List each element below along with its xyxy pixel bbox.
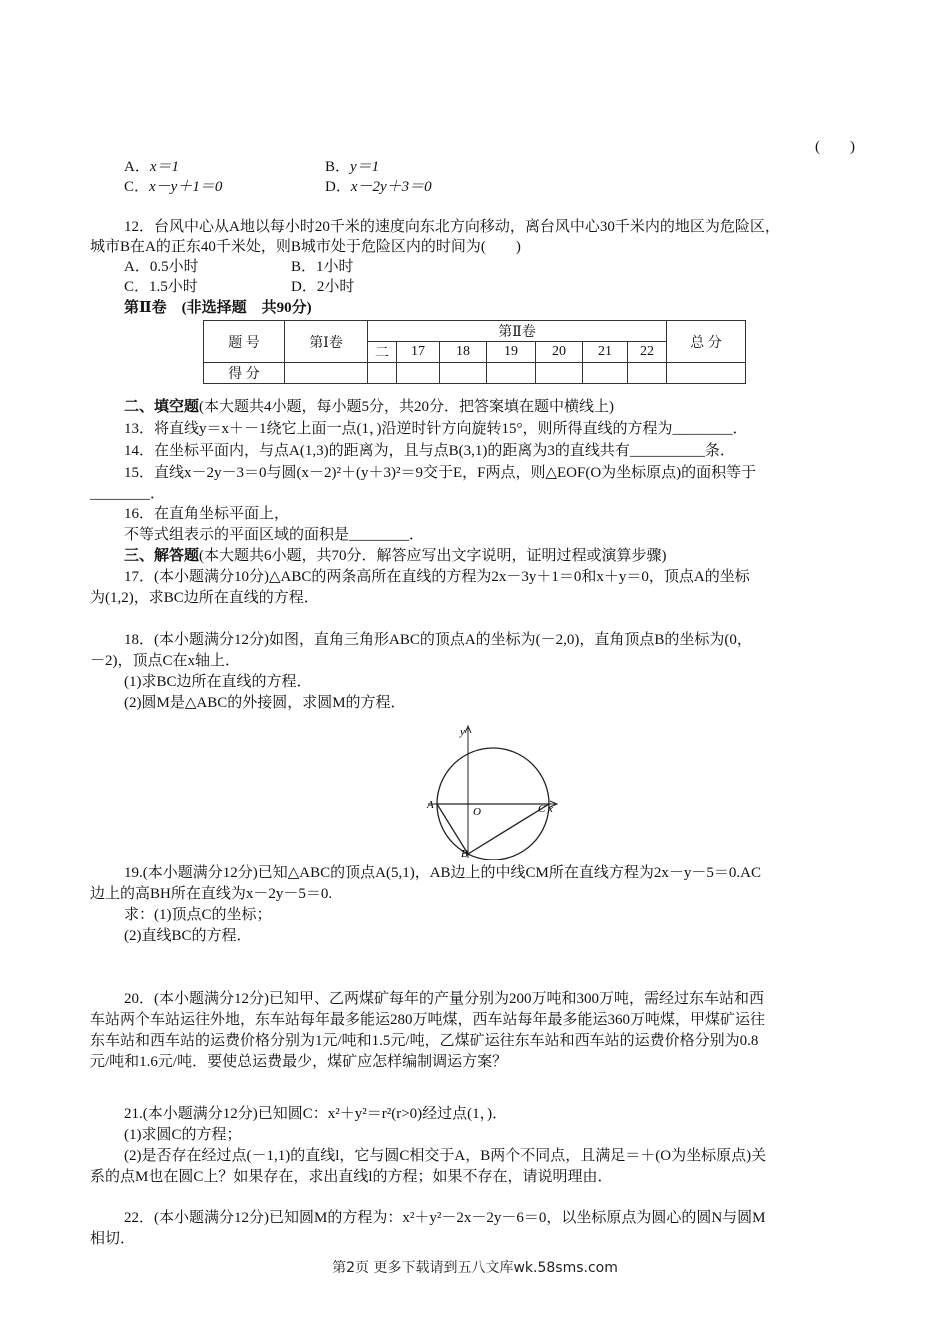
header-juan1: 第Ⅰ卷 (285, 321, 368, 363)
score-cell (440, 363, 487, 384)
q11-option-d: D．x－2y＋3＝0 (325, 179, 432, 195)
q12-option-b: B．1小时 (291, 259, 354, 275)
col-20: 20 (536, 342, 583, 363)
score-cell (397, 363, 440, 384)
page-footer: 第2页 更多下载请到五八文库wk.58sms.com (332, 1260, 618, 1276)
score-cell (583, 363, 628, 384)
q19-line1: 19.(本小题满分12分)已知△ABC的顶点A(5,1)，AB边上的中线CM所在直线方程为2x－y－5＝0.AC (124, 865, 761, 881)
q13: 13．将直线y＝x＋－1绕它上面一点(1，)沿逆时针方向旋转15°，则所得直线的方程为________． (124, 421, 748, 437)
q18-sub2: (2)圆M是△ABC的外接圆，求圆M的方程． (124, 695, 406, 711)
section2-heading: 二、填空题(本大题共4小题，每小题5分，共20分．把答案填在题中横线上) (124, 399, 615, 415)
q20-line4: 元/吨和1.6元/吨．要使总运费最少，煤矿应怎样编制调运方案？ (90, 1054, 508, 1070)
q12-option-a: A．0.5小时 (124, 259, 199, 275)
score-cell (628, 363, 667, 384)
col-er: 二 (368, 342, 397, 363)
row-defen: 得 分 (204, 363, 285, 384)
score-cell (667, 363, 746, 384)
answer-paren: ( ) (815, 139, 855, 155)
q19-sub1: 求：(1)顶点C的坐标； (124, 907, 272, 923)
section3-heading: 三、解答题(本大题共6小题，共70分．解答应写出文字说明，证明过程或演算步骤) (124, 548, 667, 564)
label-b: B (461, 848, 468, 860)
q16-line1: 16．在直角坐标平面上， (124, 506, 290, 522)
q15-line1: 15．直线x－2y－3＝0与圆(x－2)²＋(y＋3)²＝9交于E，F两点，则△EOF(O为坐标原点)的面积等于 (124, 465, 757, 481)
q18-sub1: (1)求BC边所在直线的方程． (124, 674, 312, 690)
q22-line2: 相切． (90, 1231, 136, 1247)
col-22: 22 (628, 342, 667, 363)
header-total: 总 分 (667, 321, 746, 363)
col-18: 18 (440, 342, 487, 363)
q11-option-b: B．y＝1 (325, 159, 380, 175)
q17-line1: 17．(本小题满分10分)△ABC的两条高所在直线的方程为2x－3y＋1＝0和x＋y＝0，顶点A的坐标 (124, 569, 750, 585)
q19-sub2: (2)直线BC的方程． (124, 928, 252, 944)
q17-line2: 为(1,2)，求BC边所在直线的方程． (90, 590, 319, 606)
label-c: C (538, 803, 546, 815)
label-a: A (427, 799, 434, 811)
col-19: 19 (487, 342, 536, 363)
q12-option-c: C．1.5小时 (124, 279, 198, 295)
q16-line2: 不等式组表示的平面区域的面积是________． (124, 527, 425, 543)
q21-sub2: (2)是否存在经过点(－1,1)的直线l，它与圆C相交于A，B两个不同点，且满足＝＋(O为坐标原点)关 (124, 1148, 767, 1164)
score-cell (536, 363, 583, 384)
q20-line3: 东车站和西车站的运费价格分别为1元/吨和1.5元/吨，乙煤矿运往东车站和西车站的运费价格分别为0.8 (90, 1033, 759, 1049)
col-21: 21 (583, 342, 628, 363)
q15-line2: ________． (90, 486, 166, 502)
score-cell (285, 363, 368, 384)
q11-option-a: A．x＝1 (124, 159, 180, 175)
score-cell (368, 363, 397, 384)
q21-line1: 21.(本小题满分12分)已知圆C：x²＋y²＝r²(r>0)经过点(1，)． (124, 1106, 508, 1122)
score-table (203, 320, 746, 384)
header-juan2: 第Ⅱ卷 (368, 321, 667, 342)
header-tihao: 题 号 (204, 321, 285, 363)
q11-option-c: C．x－y＋1＝0 (124, 179, 223, 195)
q18-line2: －2)，顶点C在x轴上． (90, 653, 241, 669)
q12-line1: 12．台风中心从A地以每小时20千米的速度向东北方向移动，离台风中心30千米内的地区为危险区， (124, 219, 780, 235)
label-o: O (473, 806, 481, 818)
q18-line1: 18．(本小题满分12分)如图，直角三角形ABC的顶点A的坐标为(－2,0)，直角顶点B的坐标为(0， (124, 632, 752, 648)
q21-line4: 系的点M也在圆C上？如果存在，求出直线l的方程；如果不存在，请说明理由． (90, 1169, 613, 1185)
triangle-abc (437, 804, 549, 854)
q20-line2: 车站两个车站运往外地，东车站每年最多能运280万吨煤，西车站每年最多能运360万吨煤，甲煤矿运往 (90, 1012, 766, 1028)
q21-sub1: (1)求圆C的方程； (124, 1127, 242, 1143)
q14: 14．在坐标平面内，与点A(1,3)的距离为，且与点B(3,1)的距离为3的直线共有__________条． (124, 443, 735, 459)
q12-line2: 城市B在A的正东40千米处，则B城市处于危险区内的时间为( ) (90, 239, 521, 255)
label-x: x (548, 803, 553, 815)
q22-line1: 22．(本小题满分12分)已知圆M的方程为：x²＋y²－2x－2y－6＝0，以坐标原点为圆心的圆N与圆M (124, 1210, 766, 1226)
score-cell (487, 363, 536, 384)
label-y: y (460, 726, 465, 738)
col-17: 17 (397, 342, 440, 363)
part2-title: 第Ⅱ卷 (非选择题 共90分) (124, 300, 312, 316)
q19-line2: 边上的高BH所在直线为x－2y－5＝0. (90, 886, 333, 902)
circumcircle-figure (424, 722, 560, 860)
q12-option-d: D．2小时 (291, 279, 355, 295)
q20-line1: 20．(本小题满分12分)已知甲、乙两煤矿每年的产量分别为200万吨和300万吨，需经过东车站和西 (124, 991, 764, 1007)
